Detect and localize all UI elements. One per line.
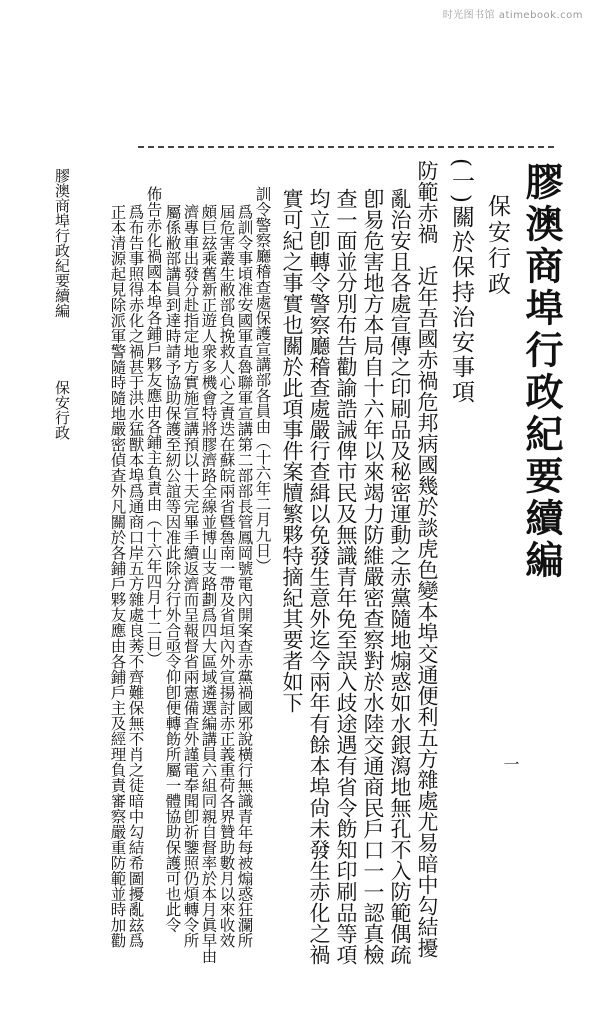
body-line: 卽易危害地方本局自十六年以來竭力防維嚴密查察對於水陸交通商民戶口一一認真檢	[361, 188, 385, 965]
footer-title: 膠澳商埠行政紀要續編	[53, 168, 71, 318]
detail-line: 爲布告事照得赤化之禍甚于洪水猛獸本埠爲通商口岸五方雜處良莠不齊難保無不肖之徒暗中勾結希圖擾亂玆爲	[126, 204, 145, 948]
section-subtitle: 保安行政	[484, 194, 510, 298]
body-line: 防範赤禍 近年吾國赤禍危邦病國幾於談虎色變本埠交通便利五方雜處尤易暗中勾結擾	[415, 160, 439, 958]
detail-line: 屬係敝部講員到達時請予協助保護至紉公誼等因准此除分行外合亟令仰卽便轉飭所屬一體協助保護可也此令	[163, 204, 182, 933]
body-line: 查一面並分別布告勸諭誥誡俾市民及無識青年免至誤入歧途遇有省令飭知印刷品等項	[334, 188, 358, 965]
body-line: 均立卽轉令警察廳稽查處嚴行查緝以免發生意外迄今兩年有餘本埠尙未發生赤化之禍	[307, 188, 331, 965]
page-number: 一	[501, 756, 520, 772]
watermark: 时光图书馆 atimebook.com	[442, 10, 583, 21]
detail-line: 濟專車出發分赴指定地方實施宣講預以十天完畢手續返濟而呈報督省兩憲備查外謹電奉聞卽祈鑒照仍煩轉令所	[181, 204, 200, 948]
detail-line: 正本清源起見除派軍警隨時隨地嚴密偵查外凡關於各鋪戶夥友應由各鋪戶主及經理負責審察嚴重防範並時加勸	[108, 204, 127, 948]
dashed-divider	[138, 146, 554, 148]
detail-line: 爲訓令事頃准安國軍直魯聯軍宣講第二部部長管鳳岡號電內開案查赤黨禍國邪說橫行無識青年每被煽惑狂瀾所	[235, 204, 254, 948]
detail-heading: 佈告赤化禍國本埠各鋪戶夥友應由各鋪主負責由（十六年四月十二日）	[144, 186, 163, 667]
section-heading: (一)關於保持治安事項	[448, 158, 474, 405]
body-line: 實可紀之事實也關於此項事件案牘繁夥特摘紀其要者如下	[280, 188, 304, 713]
footer-section: 保安行政	[53, 380, 71, 440]
detail-heading: 訓令警察廳稽查處保護宣講部各員由（十六年二月九日）	[253, 186, 272, 574]
detail-line: 屆危害叢生敝部負挽救人心之責迭在蘇皖兩省曁魯南一帶及省垣內外宣揚討赤正義重荷各界贊助數月以來收效	[217, 204, 236, 948]
page-title: 膠澳商埠行政紀要續編	[519, 162, 564, 582]
detail-line: 頗巨玆乘舊新正遊人衆多機會特將膠濟路全線並博山支路劃爲四大區域遴選編講員六組同親自督率於本月眞早由	[199, 204, 218, 964]
body-line: 亂治安且各處宣傳之印刷品及秘密運動之赤黨隨地煽惑如水銀瀉地無孔不入防範偶疏	[388, 188, 412, 965]
